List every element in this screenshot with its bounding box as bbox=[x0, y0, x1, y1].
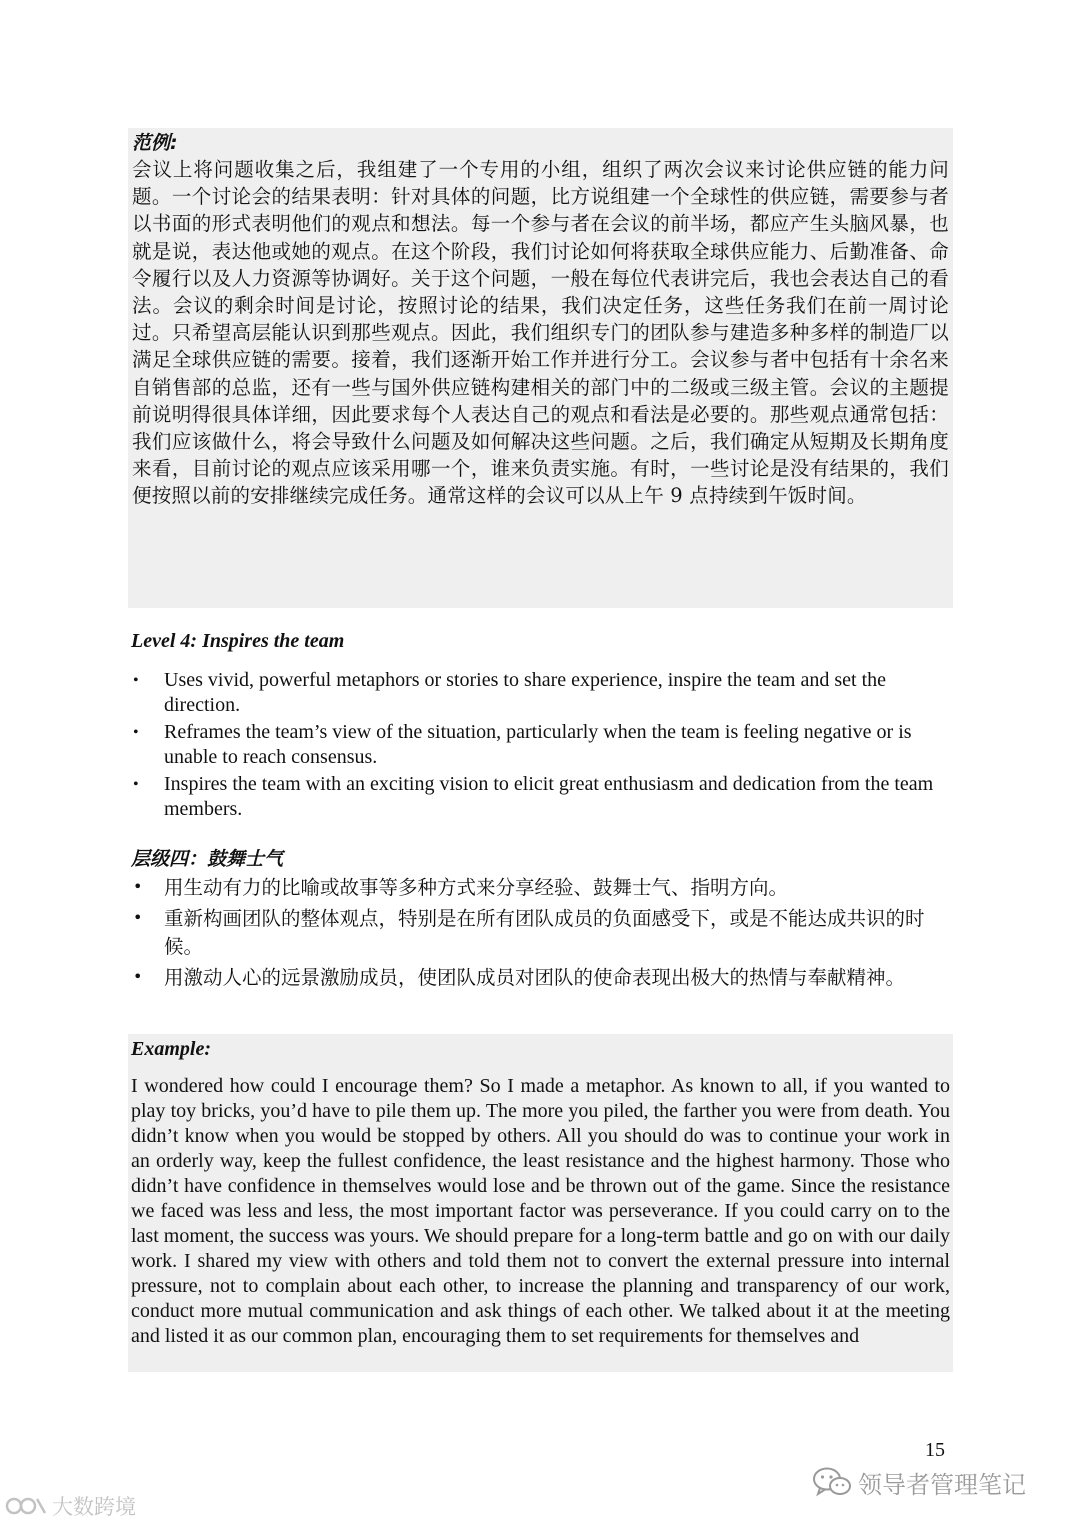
level4-zh-list bbox=[131, 874, 951, 995]
list-item: • Uses vivid, powerful metaphors or stories to share experience, inspire the team and set the direction. bbox=[133, 669, 887, 716]
list-item: • 重新构画团队的整体观点，特别是在所有团队成员的负面感受下，或是不能达成共识的时候。 bbox=[133, 907, 925, 958]
example-en-paragraph: I wondered how could I encourage them? So I made a metaphor. As known to all, if you wanted to play toy bricks, you’d have to pile them up. The more you piled, the farther you were from death. You didn’t know when you would be stopped by others. All you should do was to continue your work in an orderly way, keep the fullest confidence, the least resistance and the highest harmony. Those who didn’t have confidence in themselves would lose and be thrown out of the game. Since the resistance we faced was less and less, the most important factor was perseverance. If you could carry on to the last moment, the success was yours. We should prepare for a long-term battle and go on with our daily work. I shared my view with others and told them not to convert the external pressure into internal pressure, not to complain about each other, to increase the planning and transparency of our work, conduct more mutual communication and ask things of each other. We talked about it at the meeting and listed it as our common plan, encouraging them to set requirements for themselves and bbox=[131, 1075, 950, 1347]
example-zh-paragraph: 会议上将问题收集之后，我组建了一个专用的小组，组织了两次会议来讨论供应链的能力问题。一个讨论会的结果表明：针对具体的问题，比方说组建一个全球性的供应链，需要参与者以书面的形式表明他们的观点和想法。每一个参与者在会议的前半场，都应产生头脑风暴，也就是说，表达他或她的观点。在这个阶段，我们讨论如何将获取全球供应能力、后勤准备、命令履行以及人力资源等协调好。关于这个问题，一般在每位代表讲完后，我也会表达自己的看法。会议的剩余时间是讨论，按照讨论的结果，我们决定任务，这些任务我们在前一周讨论过。只希望高层能认识到那些观点。因此，我们组织专门的团队参与建造多种多样的制造厂以满足全球供应链的需要。接着，我们逐渐开始工作并进行分工。会议参与者中包括有十余名来自销售部的总监，还有一些与国外供应链构建相关的部门中的二级或三级主管。会议的主题提前说明得很具体详细，因此要求每个人表达自己的观点和看法是必要的。那些观点通常包括：我们应该做什么，将会导致什么问题及如何解决这些问题。之后，我们确定从短期及长期角度来看，目前讨论的观点应该采用哪一个，谁来负责实施。有时，一些讨论是没有结果的，我们便按照以前的安排继续完成任务。通常这样的会议可以从上午 9 点持续到午饭时间。 bbox=[132, 158, 949, 508]
watermark-left-text: 大数跨境 bbox=[52, 1495, 136, 1519]
page-number: 15 bbox=[925, 1439, 945, 1461]
bullet-icon: • bbox=[133, 877, 143, 896]
bullet-icon: • bbox=[133, 967, 143, 986]
example-zh-heading: 范例: bbox=[132, 132, 178, 154]
level4-en-heading: Level 4: Inspires the team bbox=[131, 630, 345, 652]
example-zh-box bbox=[128, 128, 953, 608]
list-item: • Reframes the team’s view of the situation, particularly when the team is feeling negative or is unable to reach consensus. bbox=[133, 721, 912, 768]
example-en-heading: Example: bbox=[131, 1038, 211, 1060]
watermark-right-text: 领导者管理笔记 bbox=[858, 1470, 1026, 1499]
level4-zh-heading: 层级四：鼓舞士气 bbox=[131, 848, 284, 870]
list-item: • 用生动有力的比喻或故事等多种方式来分享经验、鼓舞士气、指明方向。 bbox=[133, 876, 789, 899]
bullet-icon: • bbox=[133, 672, 139, 689]
level4-en-list bbox=[131, 668, 951, 824]
example-en-box bbox=[128, 1034, 953, 1372]
bullet-icon: • bbox=[133, 776, 139, 793]
watermark-right bbox=[812, 1465, 1026, 1499]
list-item: • Inspires the team with an exciting vision to elicit great enthusiasm and dedication from the team members. bbox=[133, 773, 934, 820]
wechat-icon bbox=[812, 1466, 852, 1498]
bullet-icon: • bbox=[133, 724, 139, 741]
bullet-icon: • bbox=[133, 908, 143, 927]
watermark-left bbox=[4, 1491, 136, 1521]
list-item: • 用激动人心的远景激励成员，使团队成员对团队的使命表现出极大的热情与奉献精神。 bbox=[133, 966, 906, 989]
logo-icon bbox=[4, 1493, 48, 1519]
